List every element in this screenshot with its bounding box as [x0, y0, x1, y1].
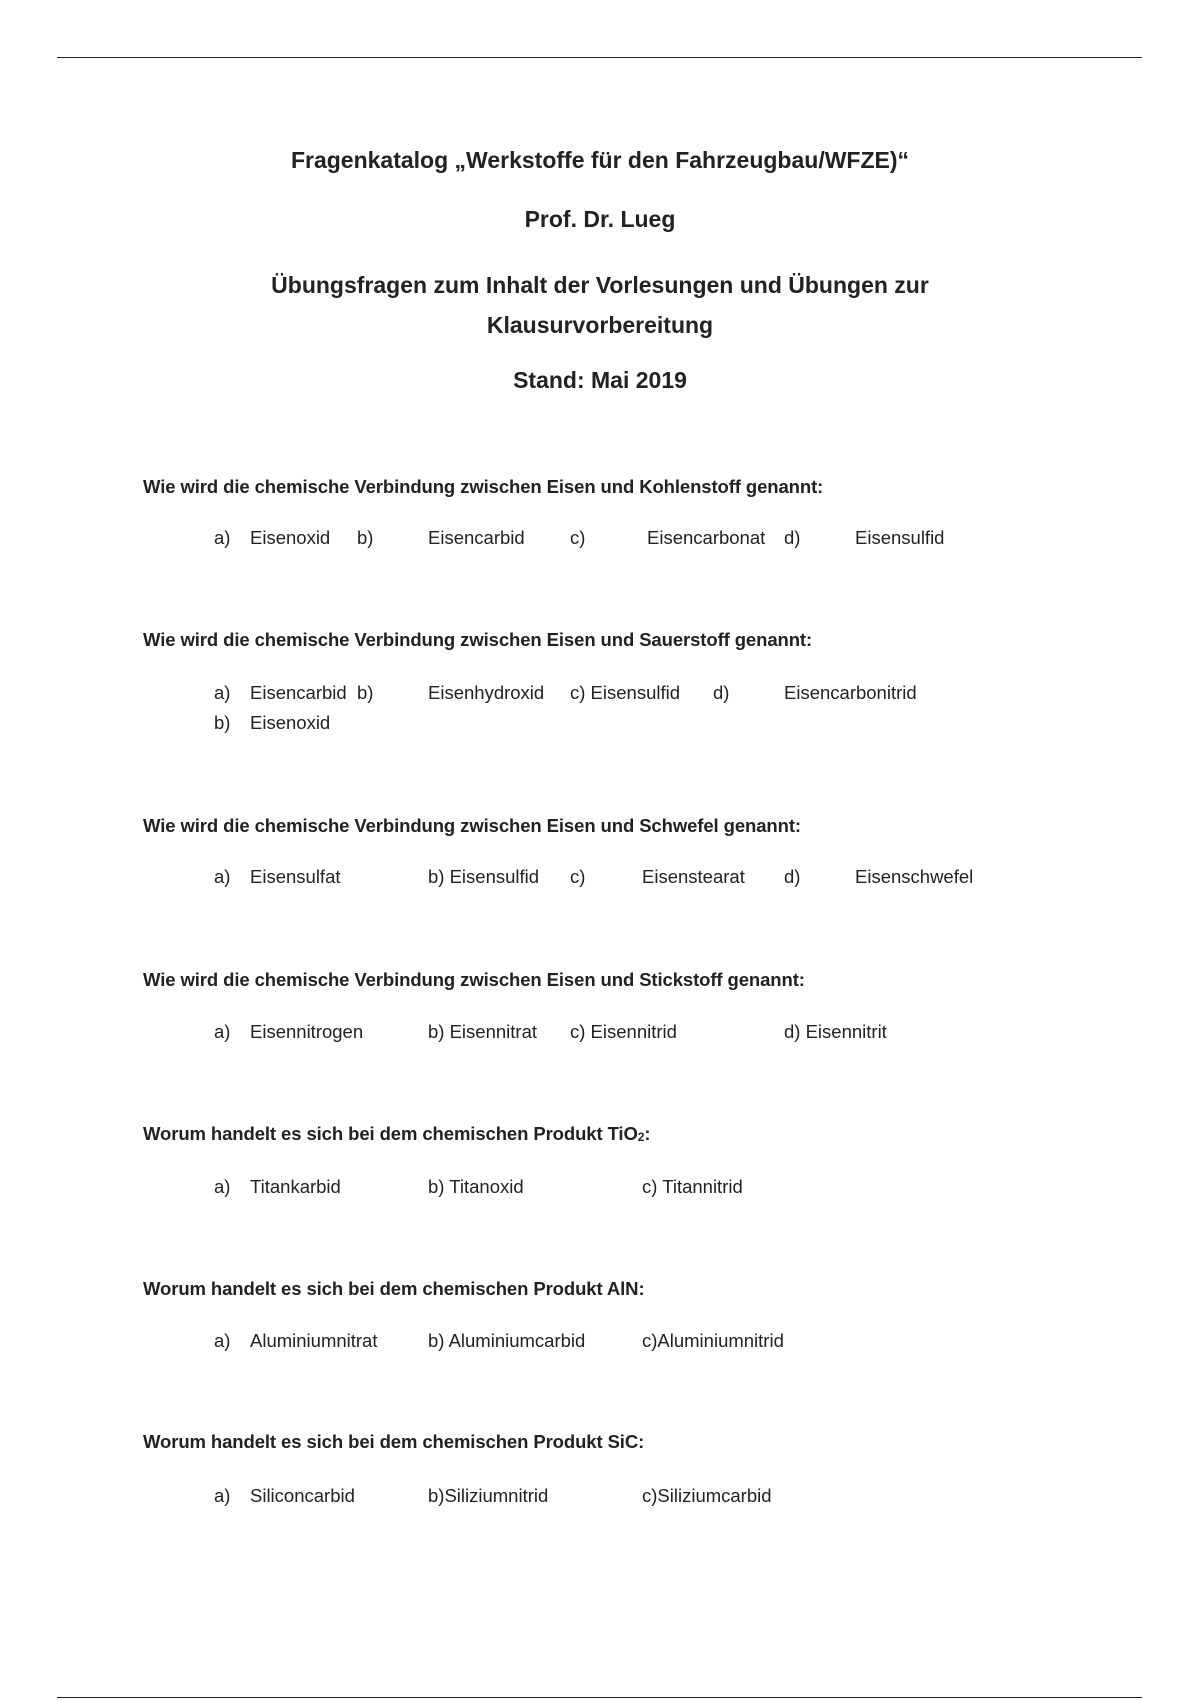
q3-answer-c: Eisenstearat [642, 866, 745, 887]
q7-answer-label-a: a) [214, 1485, 231, 1506]
document-title: Fragenkatalog „Werkstoffe für den Fahrzeugbau/WFZE)“ [290, 147, 910, 173]
document-subtitle [0, 265, 1200, 345]
q5-answer-label-a: a) [214, 1176, 231, 1197]
q2-answer-a: Eisencarbid [250, 682, 347, 703]
q4-answer-b: b) Eisennitrat [428, 1021, 537, 1042]
question-2: Wie wird die chemische Verbindung zwischen Eisen und Sauerstoff genannt: [143, 629, 813, 650]
q5-answer-b: b) Titanoxid [428, 1176, 524, 1197]
q3-answer-d: Eisenschwefel [855, 866, 974, 887]
document-date: Stand: Mai 2019 [513, 367, 687, 393]
q6-answer-a: Aluminiumnitrat [250, 1330, 378, 1351]
q1-answer-label-d: d) [784, 527, 801, 548]
q2-answer-c: c) Eisensulfid [570, 682, 681, 703]
q5-answer-a: Titankarbid [250, 1176, 341, 1197]
subtitle-line-2: Klausurvorbereitung [486, 312, 714, 338]
q2-answer-label-a: a) [214, 682, 231, 703]
q2-answer-b: Eisenhydroxid [428, 682, 545, 703]
q1-answer-d: Eisensulfid [855, 527, 945, 548]
bottom-rule [57, 1697, 1142, 1698]
question-7: Worum handelt es sich bei dem chemischen Produkt SiC: [143, 1431, 645, 1452]
q4-answer-a: Eisennitrogen [250, 1021, 364, 1042]
q1-answer-label-a: a) [214, 527, 231, 548]
q6-answer-label-a: a) [214, 1330, 231, 1351]
subtitle-line-1: Übungsfragen zum Inhalt der Vorlesungen und Übungen zur [271, 272, 929, 298]
q5-answer-c: c) Titannitrid [642, 1176, 743, 1197]
q2-answer-label-d: d) [713, 682, 730, 703]
q1-answer-b: Eisencarbid [428, 527, 525, 548]
q2-answer-b2: Eisenoxid [250, 712, 331, 733]
question-5-text: Worum handelt es sich bei dem chemischen Produkt TiO [143, 1123, 638, 1144]
q1-answer-a: Eisenoxid [250, 527, 331, 548]
q3-answer-label-c: c) [570, 866, 586, 887]
q1-answer-label-b: b) [357, 527, 374, 548]
question-6: Worum handelt es sich bei dem chemischen Produkt AlN: [143, 1278, 645, 1299]
question-5 [143, 1123, 650, 1145]
q7-answer-b: b)Siliziumnitrid [428, 1485, 549, 1506]
q7-answer-a: Siliconcarbid [250, 1485, 355, 1506]
q4-answer-label-a: a) [214, 1021, 231, 1042]
q4-answer-d: d) Eisennitrit [784, 1021, 887, 1042]
q3-answer-label-a: a) [214, 866, 231, 887]
q2-answer-d: Eisencarbonitrid [784, 682, 917, 703]
q1-answer-c: Eisencarbonat [647, 527, 766, 548]
question-1: Wie wird die chemische Verbindung zwischen Eisen und Kohlenstoff genannt: [143, 476, 824, 497]
q4-answer-c: c) Eisennitrid [570, 1021, 677, 1042]
q3-answer-label-d: d) [784, 866, 801, 887]
top-rule [57, 57, 1142, 58]
q6-answer-c: c)Aluminiumnitrid [642, 1330, 784, 1351]
q1-answer-label-c: c) [570, 527, 586, 548]
question-5-colon: : [644, 1123, 651, 1144]
q2-answer-label-b: b) [357, 682, 374, 703]
q6-answer-b: b) Aluminiumcarbid [428, 1330, 586, 1351]
question-3: Wie wird die chemische Verbindung zwischen Eisen und Schwefel genannt: [143, 815, 801, 836]
question-5-subscript: 2 [637, 1130, 645, 1144]
q3-answer-a: Eisensulfat [250, 866, 341, 887]
q3-answer-b: b) Eisensulfid [428, 866, 540, 887]
q7-answer-c: c)Siliziumcarbid [642, 1485, 772, 1506]
question-4: Wie wird die chemische Verbindung zwischen Eisen und Stickstoff genannt: [143, 969, 805, 990]
document-author: Prof. Dr. Lueg [524, 206, 676, 232]
q2-answer-label-b2: b) [214, 712, 231, 733]
